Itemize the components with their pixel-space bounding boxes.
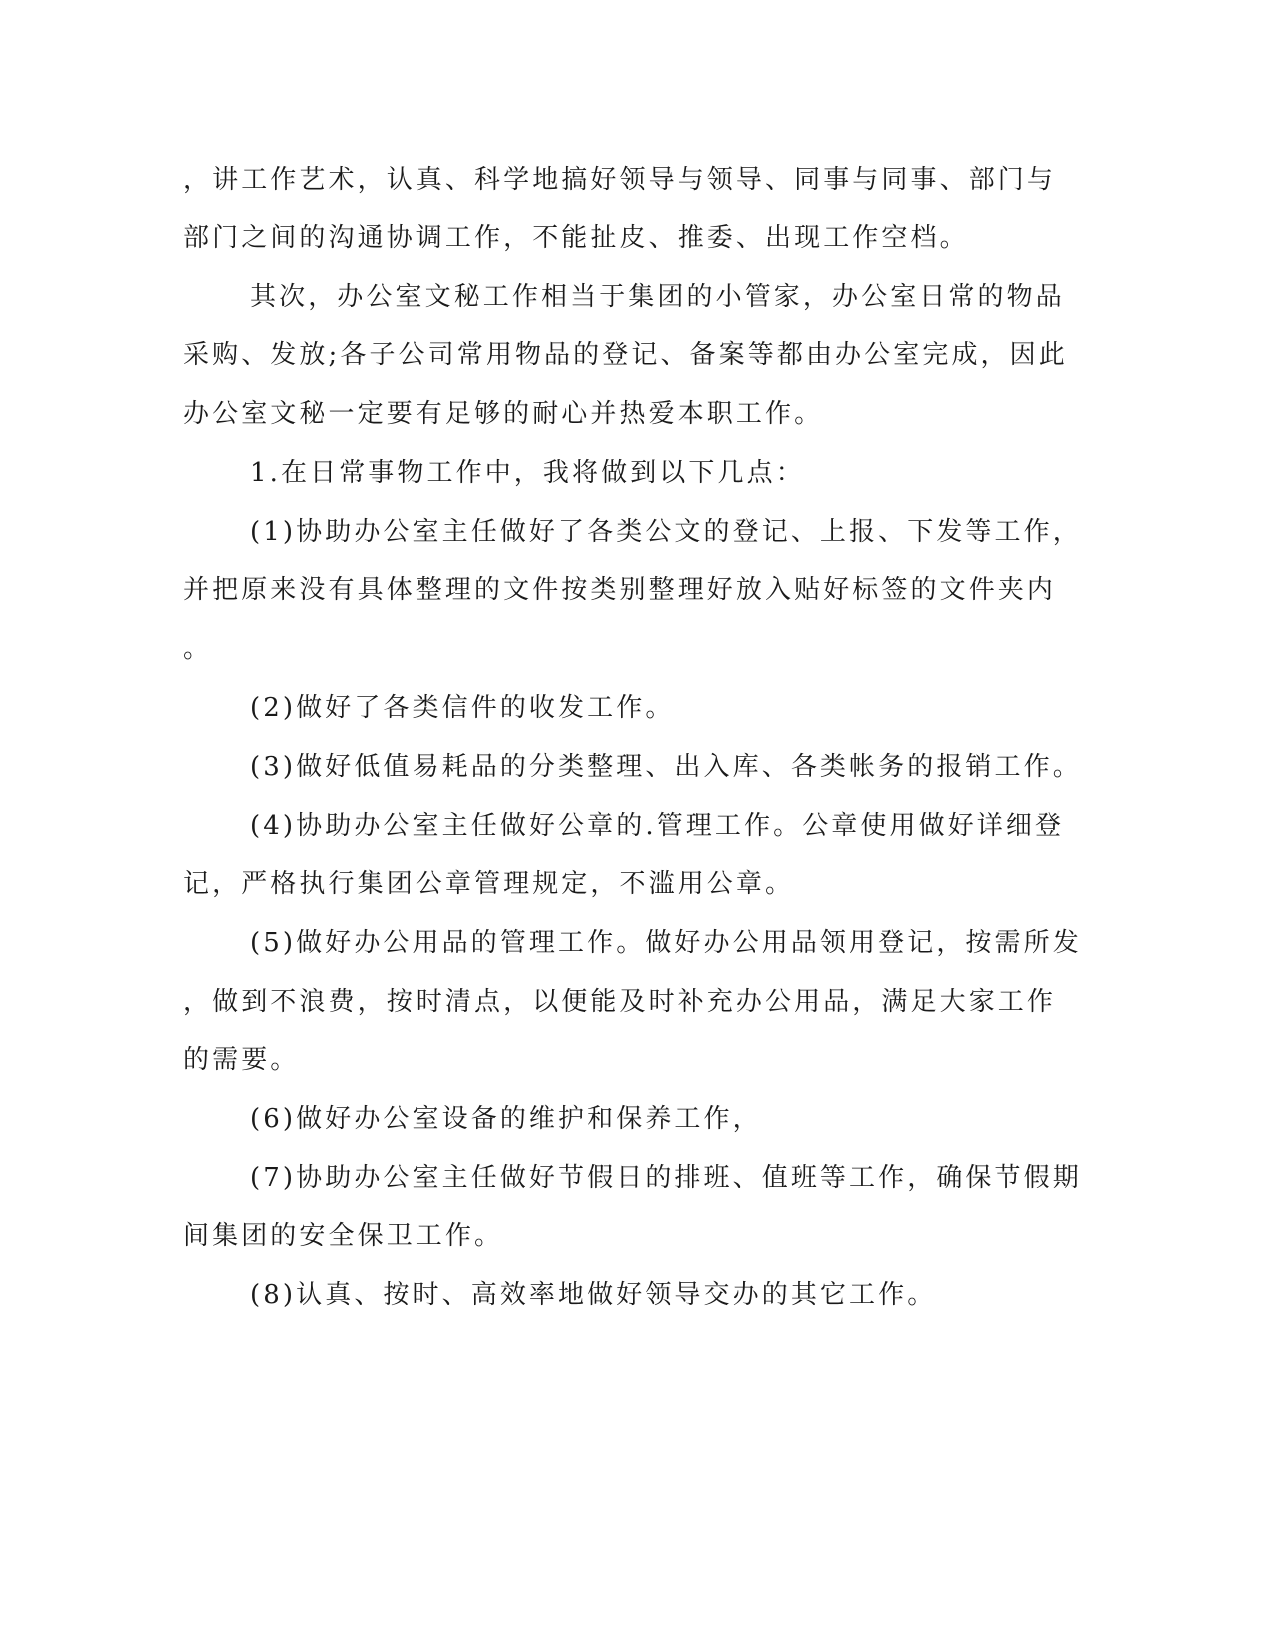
list-item: (5)做好办公用品的管理工作。做好办公用品领用登记，按需所发 xyxy=(250,928,1082,958)
text-line: 并把原来没有具体整理的文件按类别整理好放入贴好标签的文件夹内 xyxy=(183,575,1057,605)
text-line: 。 xyxy=(183,634,213,664)
list-item: (6)做好办公室设备的维护和保养工作， xyxy=(250,1104,762,1134)
text-line: 部门之间的沟通协调工作，不能扯皮、推委、出现工作空档。 xyxy=(183,223,969,253)
section-heading: 1.在日常事物工作中，我将做到以下几点： xyxy=(250,458,805,488)
list-item: (1)协助办公室主任做好了各类公文的登记、上报、下发等工作， xyxy=(250,517,1082,547)
text-line: 间集团的安全保卫工作。 xyxy=(183,1221,504,1251)
text-line: 办公室文秘一定要有足够的耐心并热爱本职工作。 xyxy=(183,399,824,429)
paragraph-start: 其次，办公室文秘工作相当于集团的小管家，办公室日常的物品 xyxy=(250,282,1065,312)
text-line: ，做到不浪费，按时清点，以便能及时补充办公用品，满足大家工作 xyxy=(183,987,1057,1017)
list-item: (2)做好了各类信件的收发工作。 xyxy=(250,693,675,723)
text-line: 采购、发放;各子公司常用物品的登记、备案等都由办公室完成，因此 xyxy=(183,340,1068,370)
list-item: (7)协助办公室主任做好节假日的排班、值班等工作，确保节假期 xyxy=(250,1163,1082,1193)
text-line: 记，严格执行集团公章管理规定，不滥用公章。 xyxy=(183,869,795,899)
list-item: (8)认真、按时、高效率地做好领导交办的其它工作。 xyxy=(250,1280,937,1310)
text-line: 的需要。 xyxy=(183,1045,300,1075)
text-line: ，讲工作艺术，认真、科学地搞好领导与领导、同事与同事、部门与 xyxy=(183,165,1057,195)
list-item: (3)做好低值易耗品的分类整理、出入库、各类帐务的报销工作。 xyxy=(250,752,1082,782)
list-item: (4)协助办公室主任做好公章的.管理工作。公章使用做好详细登 xyxy=(250,811,1065,841)
